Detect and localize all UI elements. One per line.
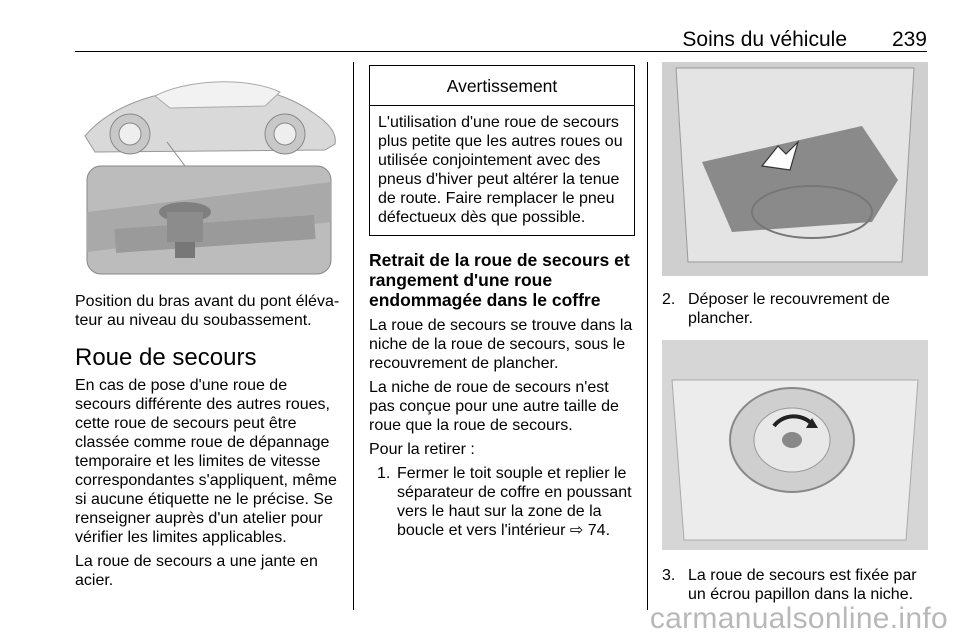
spare-wheel-illustration <box>662 340 928 550</box>
figure-caption: Position du bras avant du pont élévateur au niveau du soubassement. <box>75 293 340 329</box>
step-number: 3. <box>662 567 676 584</box>
subheading: Retrait de la roue de secours et rangement d'une roue endommagée dans le coffre <box>369 250 630 310</box>
trunk-floor-drawing <box>662 62 928 276</box>
lift-point-illustration <box>75 62 341 276</box>
step-text: Déposer le recouvrement de plancher. <box>688 291 890 327</box>
warning-title: Avertissement <box>370 66 634 106</box>
section-title: Roue de secours <box>75 344 257 371</box>
step-number: 2. <box>662 291 676 308</box>
paragraph-1: En cas de pose d'une roue de secours différente des autres roues, cette roue de secours peut être classée comme roue de dépannage temporaire et les limites de vitesse correspondantes s'appliquent, même si aucune étiquette ne le précise. Se renseigner auprès d'un atelier pour vérifier les limites applicables. <box>75 377 337 546</box>
column-2 <box>369 65 635 540</box>
paragraph-3: Pour la retirer : <box>369 441 475 458</box>
chapter-title: Soins du véhicule <box>682 28 847 51</box>
column-3 <box>662 62 928 604</box>
trunk-floor-cover-illustration <box>662 62 928 276</box>
step-text: La roue de secours est fixée par un écrou papillon dans la niche. <box>688 567 917 603</box>
column-1 <box>75 62 341 595</box>
paragraph-2: La roue de secours a une jante en acier. <box>75 553 318 589</box>
page-number: 239 <box>891 28 927 51</box>
header-rule <box>75 51 927 52</box>
step-1 <box>369 464 635 540</box>
paragraph-2: La niche de roue de secours n'est pas conçue pour une autre taille de roue que la roue de secours. <box>369 379 619 434</box>
page-header <box>75 22 927 52</box>
car-lift-arm-drawing <box>75 62 341 276</box>
step-text: Fermer le toit souple et replier le séparateur de coffre en poussant vers le haut sur la zone de la boucle et vers l'intérieur ⇨ 74. <box>397 465 632 539</box>
warning-box <box>369 65 635 236</box>
paragraph-1: La roue de secours se trouve dans la niche de la roue de secours, sous le recouvrement de plancher. <box>369 317 633 372</box>
step-number: 1. <box>377 465 391 482</box>
column-divider-2 <box>647 62 648 610</box>
watermark: carmanualsonline.info <box>649 602 948 635</box>
spare-wheel-drawing <box>662 340 928 550</box>
step-2 <box>662 290 928 328</box>
warning-text: L'utilisation d'une roue de secours plus petite que les autres roues ou utilisée conjointement avec des pneus d'hiver peut altérer la tenue de route. Faire remplacer le pneu défectueux dès que possible. <box>378 114 623 226</box>
step-3 <box>662 566 928 604</box>
column-divider-1 <box>353 62 354 610</box>
